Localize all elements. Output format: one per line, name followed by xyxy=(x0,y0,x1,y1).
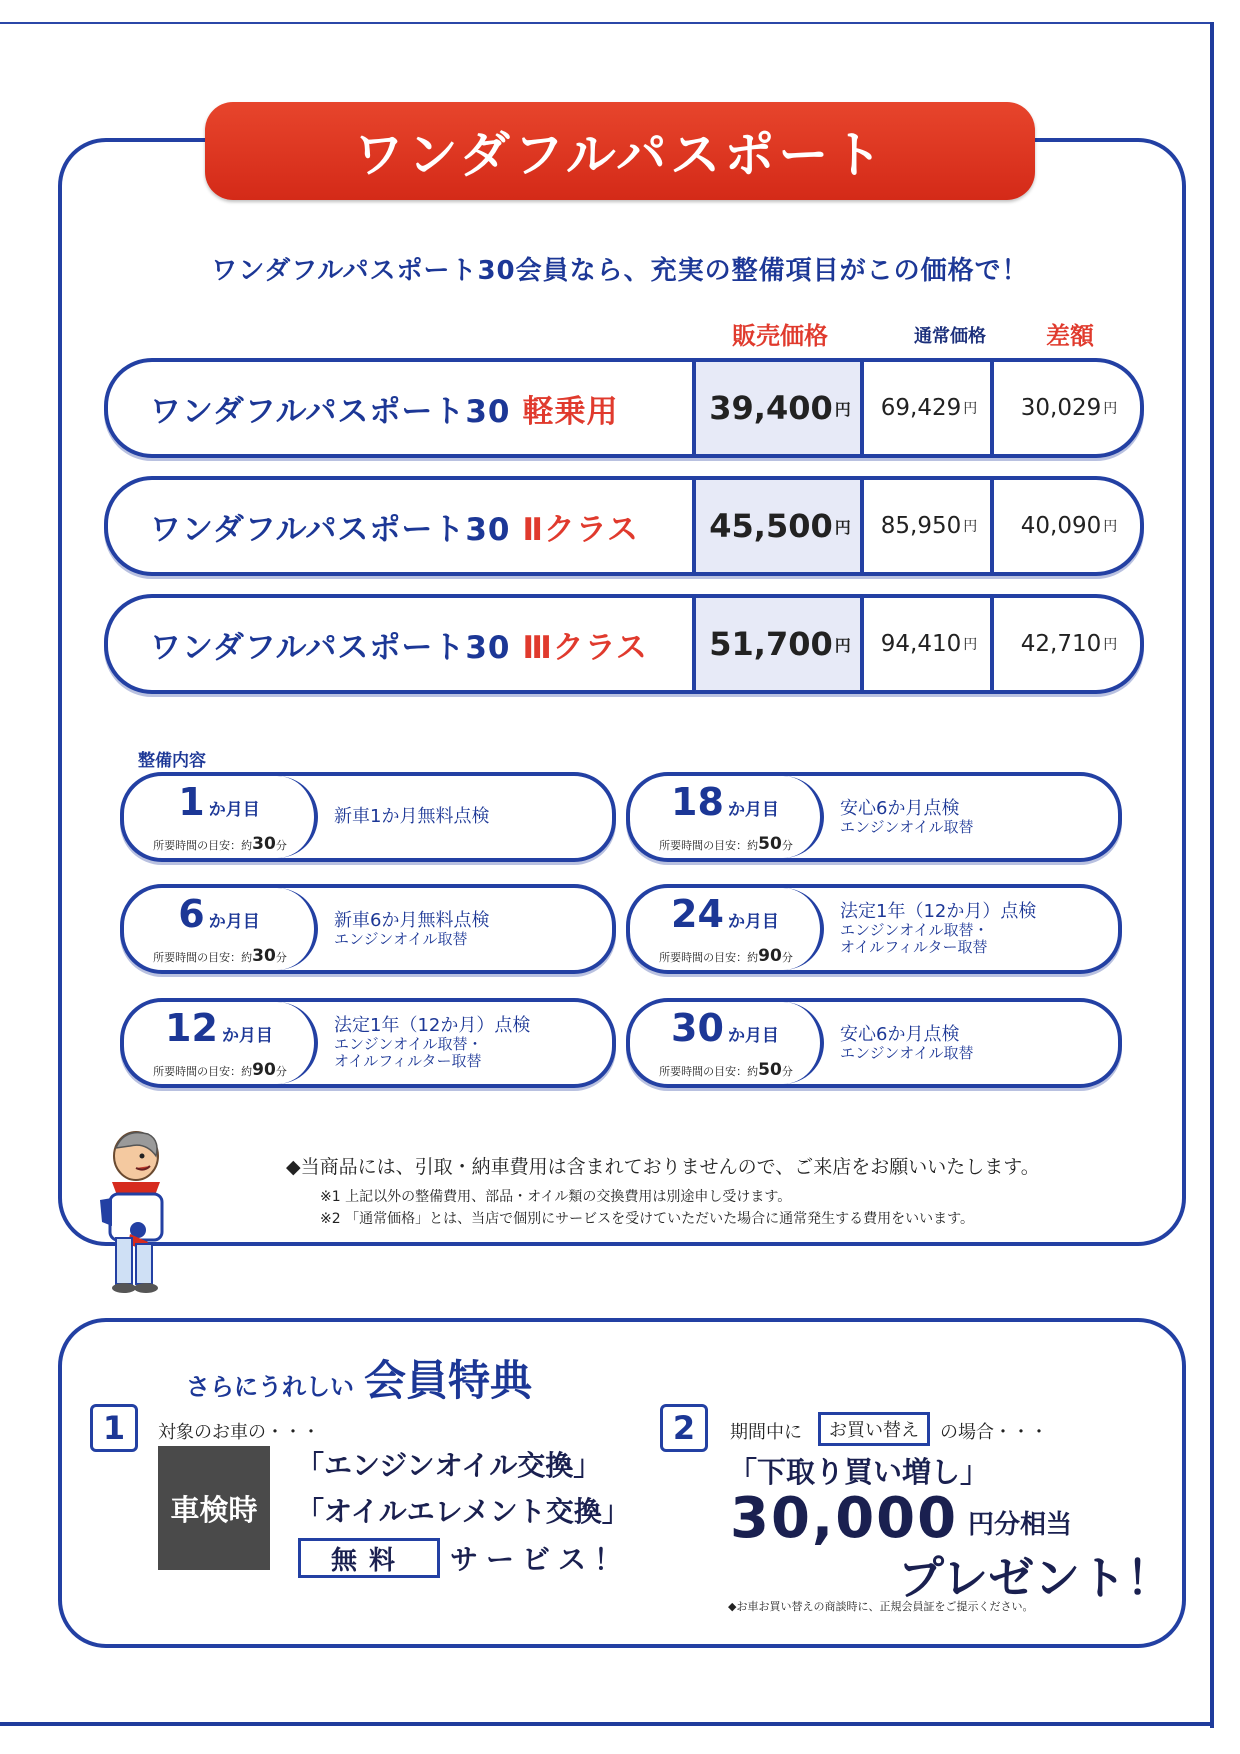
plan-normal-price: 69,429 円 xyxy=(860,362,994,454)
time-estimate: 所要時間の目安：約90分 xyxy=(659,946,793,966)
benefit1-line1: 「エンジンオイル交換」 xyxy=(296,1449,602,1482)
benefit2-pre: 期間中に xyxy=(730,1422,802,1443)
column-header-normal: 通常価格 xyxy=(914,326,986,347)
intro-text: ワンダフルパスポート30会員なら、充実の整備項目がこの価格で！ xyxy=(211,256,1029,286)
month-label: 24 か月目 xyxy=(671,892,779,936)
plan-sale-price: 51,700 円 xyxy=(692,598,864,690)
note-2: ※2 「通常価格」とは、当店で個別にサービスを受けていただいた場合に通常発生する費用をいいます。 xyxy=(320,1211,974,1227)
plan-name: ワンダフルパスポート30 Ⅲクラス xyxy=(150,598,648,690)
benefit1-service: サービス！ xyxy=(450,1543,631,1576)
time-estimate: 所要時間の目安：約50分 xyxy=(659,834,793,854)
benefit-number-2: 2 xyxy=(660,1404,708,1452)
month-label: 30 か月目 xyxy=(671,1006,779,1050)
note-main: ◆当商品には、引取・納車費用は含まれておりませんので、ご来店をお願いいたします。 xyxy=(286,1156,1040,1178)
benefit2-present: プレゼント！ xyxy=(898,1551,1173,1605)
maintenance-text: 安心6か月点検 エンジンオイル取替 xyxy=(840,1023,974,1062)
plan-class: Ⅱクラス xyxy=(522,511,639,548)
plan-normal-price: 85,950 円 xyxy=(860,480,994,572)
page-frame-right xyxy=(1210,22,1214,1728)
benefit-title: さらにうれしい 会員特典 xyxy=(186,1356,533,1405)
benefit2-amount: 30,000 xyxy=(730,1486,959,1551)
page-frame-bottom xyxy=(0,1722,1214,1726)
maintenance-item-18m xyxy=(626,772,1122,862)
plan-row-class3 xyxy=(104,594,1144,694)
maintenance-item-24m xyxy=(626,884,1122,974)
time-estimate: 所要時間の目安：約90分 xyxy=(153,1060,287,1080)
maintenance-item-6m xyxy=(120,884,616,974)
time-estimate: 所要時間の目安：約50分 xyxy=(659,1060,793,1080)
title-banner: ワンダフルパスポート xyxy=(205,102,1035,200)
time-estimate: 所要時間の目安：約30分 xyxy=(153,834,287,854)
benefit1-shaken-box: 車検時 xyxy=(158,1446,270,1570)
benefit2-post: の場合・・・ xyxy=(940,1422,1048,1443)
benefit2-line1: 「下取り買い増し」 xyxy=(728,1455,990,1489)
month-label: 6 か月目 xyxy=(178,892,260,936)
column-header-sale: 販売価格 xyxy=(732,322,828,350)
maintenance-text: 法定1年（12か月）点検 エンジンオイル取替・ オイルフィルター取替 xyxy=(840,901,1037,956)
maintenance-text: 法定1年（12か月）点検 エンジンオイル取替・ オイルフィルター取替 xyxy=(334,1015,531,1070)
maintenance-text: 新車1か月無料点検 xyxy=(334,806,490,827)
month-label: 12 か月目 xyxy=(165,1006,273,1050)
benefit2-unit: 円分相当 xyxy=(968,1510,1073,1540)
plan-class: 軽乗用 xyxy=(522,393,619,430)
note-1: ※1 上記以外の整備費用、部品・オイル類の交換費用は別途申し受けます。 xyxy=(320,1189,792,1205)
benefit2-tag: お買い替え xyxy=(818,1412,930,1446)
plan-diff: 42,710 円 xyxy=(990,598,1144,690)
plan-name: ワンダフルパスポート30 軽乗用 xyxy=(150,362,619,454)
mechanic-mascot-illustration xyxy=(94,1126,174,1296)
maintenance-text: 新車6か月無料点検 エンジンオイル取替 xyxy=(334,909,490,948)
benefit1-lead: 対象のお車の・・・ xyxy=(158,1422,320,1443)
plan-sale-price: 45,500 円 xyxy=(692,480,864,572)
plan-sale-price: 39,400 円 xyxy=(692,362,864,454)
maintenance-title: 整備内容 xyxy=(138,751,206,771)
plan-name: ワンダフルパスポート30 Ⅱクラス xyxy=(150,480,639,572)
plan-row-kei xyxy=(104,358,1144,458)
maintenance-item-30m xyxy=(626,998,1122,1088)
benefit2-note: ◆お車お買い替えの商談時に、正規会員証をご提示ください。 xyxy=(728,1600,1034,1613)
plan-normal-price: 94,410 円 xyxy=(860,598,994,690)
plan-row-class2 xyxy=(104,476,1144,576)
benefit1-free-badge: 無料 xyxy=(298,1538,440,1578)
plan-class: Ⅲクラス xyxy=(522,629,648,666)
month-label: 18 か月目 xyxy=(671,780,779,824)
maintenance-text: 安心6か月点検 エンジンオイル取替 xyxy=(840,797,974,836)
benefit1-line2: 「オイルエレメント交換」 xyxy=(296,1495,630,1528)
plan-diff: 40,090 円 xyxy=(990,480,1144,572)
page-frame-top xyxy=(0,22,1214,24)
benefit-number-1: 1 xyxy=(90,1404,138,1452)
maintenance-item-12m xyxy=(120,998,616,1088)
plan-diff: 30,029 円 xyxy=(990,362,1144,454)
month-label: 1 か月目 xyxy=(178,780,260,824)
time-estimate: 所要時間の目安：約30分 xyxy=(153,946,287,966)
maintenance-item-1m xyxy=(120,772,616,862)
column-header-diff: 差額 xyxy=(1046,322,1094,350)
